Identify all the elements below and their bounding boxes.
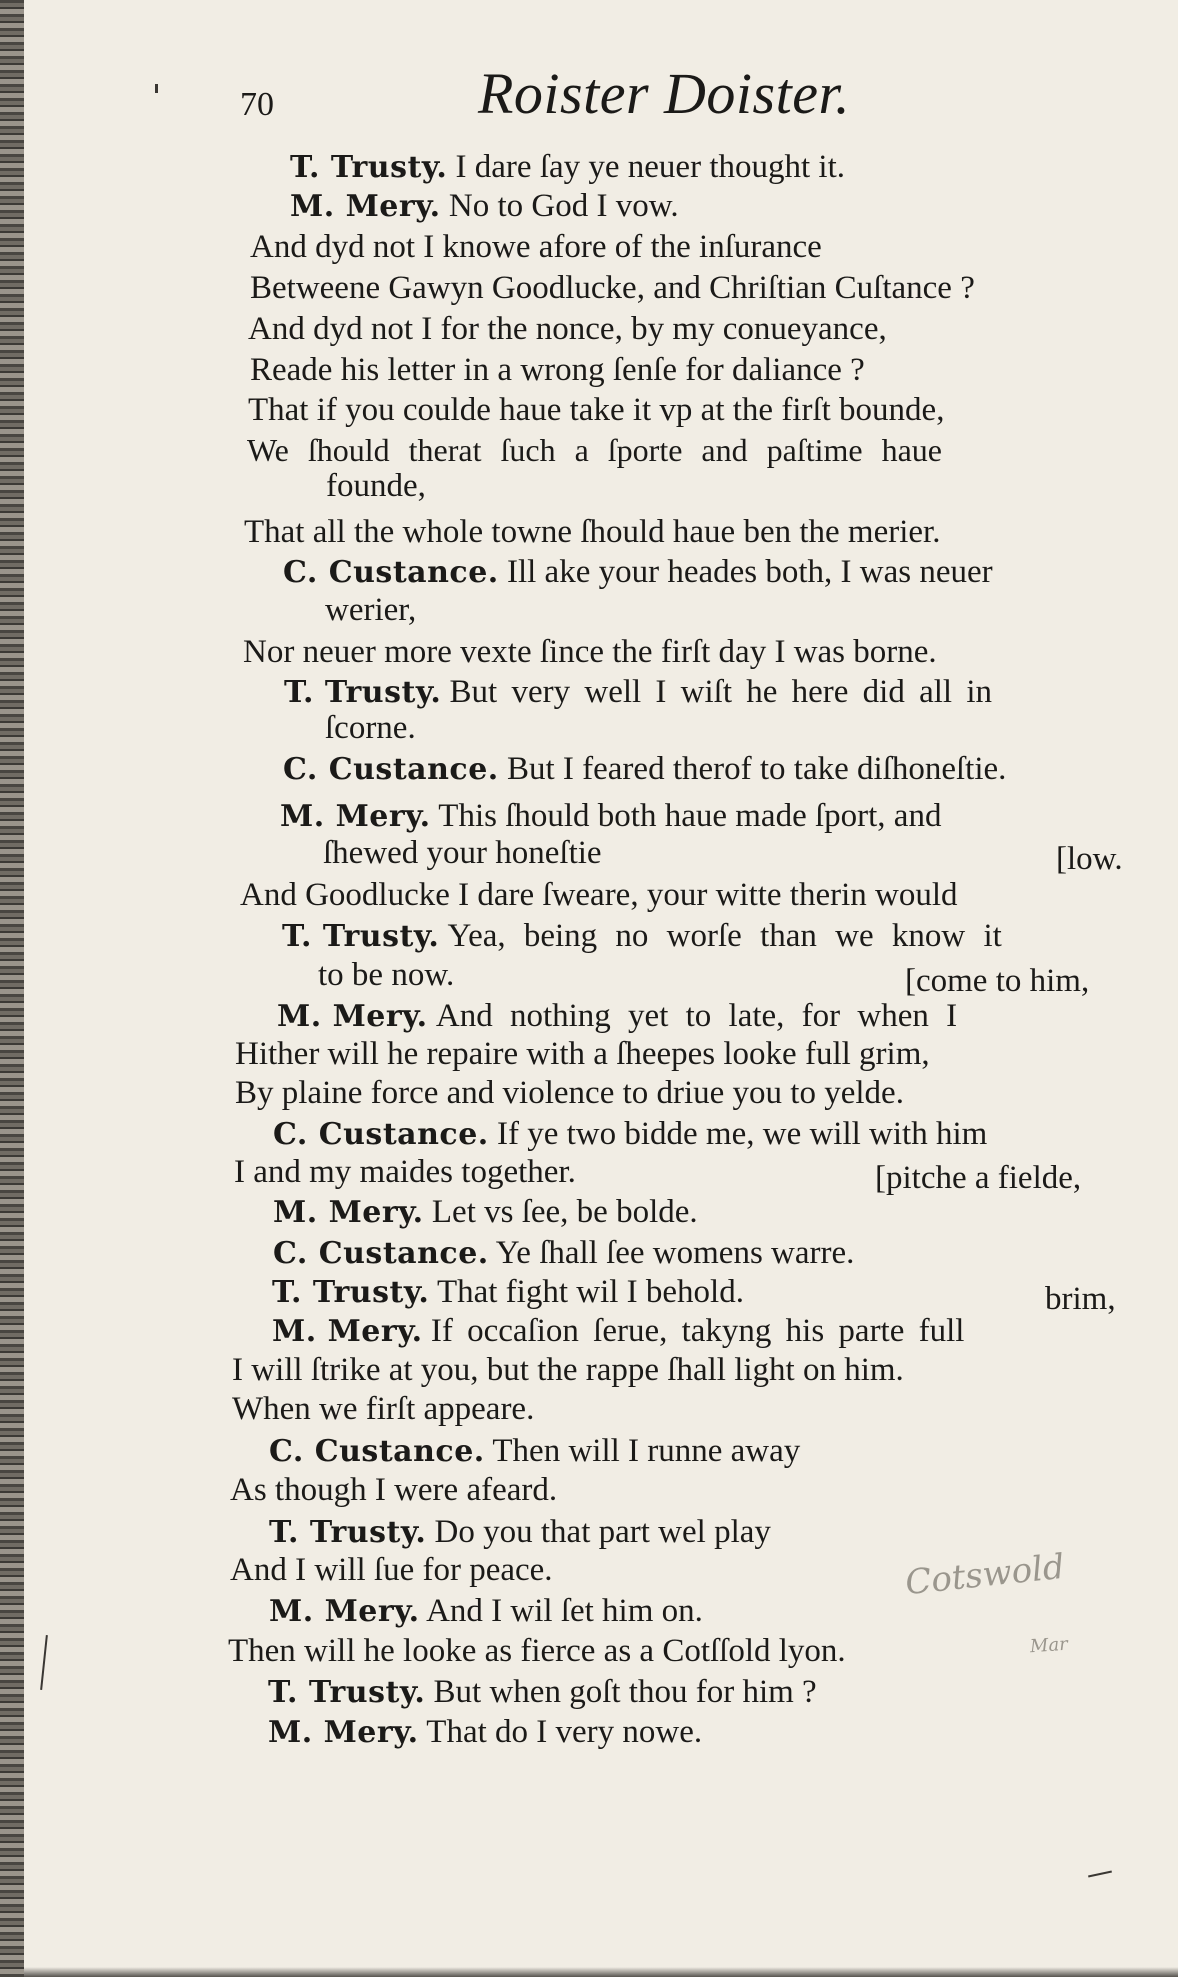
line-text: If occaſion ſerue, takyng his parte full (430, 1313, 965, 1349)
stage-direction (875, 1159, 1081, 1197)
line-text: That do I very nowe. (426, 1714, 703, 1750)
text-line (283, 750, 1006, 789)
speaker-name: T. Trusty. (269, 1515, 427, 1550)
speaker-name: M. Mery. (277, 999, 428, 1034)
text-line (325, 709, 416, 747)
handwritten-margin-note: Cotswold (903, 1546, 1067, 1604)
line-text: Betweene Gawyn Goodlucke, and Chriſtian Cuſtance ? (250, 270, 975, 306)
text-line (232, 1390, 534, 1428)
text-line (230, 1471, 557, 1509)
speaker-name: M. Mery. (268, 1715, 419, 1750)
line-text: I and my maides together. (234, 1154, 576, 1190)
line-text: And nothing yet to late, for when I (435, 998, 958, 1034)
text-line (272, 1312, 964, 1351)
line-text: I will ſtrike at you, but the rappe ſhall light on him. (232, 1352, 904, 1388)
text-line (318, 956, 454, 994)
speaker-name: M. Mery. (273, 1195, 424, 1230)
speaker-name: C. Custance. (273, 1236, 489, 1271)
line-text: Let vs ſee, be bolde. (431, 1194, 698, 1230)
line-text: Ill ake your heades both, I was neuer (506, 554, 993, 590)
line-text: No to God I vow. (448, 188, 679, 224)
text-line (326, 467, 426, 505)
text-line (325, 591, 416, 629)
speaker-name: C. Custance. (283, 555, 499, 590)
text-line (283, 553, 993, 592)
line-text: We ſhould therat ſuch a ſporte and paſtime haue (247, 432, 942, 468)
line-text: And I will ſue for peace. (230, 1552, 553, 1588)
line-text: Do you that part wel play (434, 1514, 771, 1550)
line-text: Nor neuer more vexte ſince the firſt day I was borne. (243, 634, 937, 670)
stray-mark (1088, 1871, 1112, 1878)
line-text: Then will he looke as fierce as a Cotſſold lyon. (228, 1633, 846, 1669)
stage-direction-text: [come to him, (905, 963, 1090, 999)
line-text: If ye two bidde me, we will with him (496, 1116, 988, 1152)
stage-direction (1056, 840, 1123, 878)
stage-direction-text: brim, (1045, 1281, 1116, 1317)
speaker-name: C. Custance. (273, 1117, 489, 1152)
line-text: Hither will he repaire with a ſheepes looke full grim, (235, 1036, 930, 1072)
line-text: ſcorne. (325, 710, 416, 746)
handwritten-margin-note: Mar (1029, 1633, 1069, 1658)
text-line (273, 1193, 698, 1232)
text-line (323, 834, 602, 872)
text-line (230, 1551, 553, 1589)
line-text: Reade his letter in a wrong ſenſe for daliance ? (250, 352, 865, 388)
line-text: That if you coulde haue take it vp at the firſt bounde, (248, 392, 945, 428)
text-line (250, 228, 822, 266)
page-bottom-edge (24, 1967, 1178, 1977)
speaker-name: C. Custance. (283, 752, 499, 787)
text-line (247, 431, 1143, 469)
text-line (244, 513, 940, 551)
text-line (248, 310, 887, 348)
line-text: Ye ſhall ſee womens warre. (495, 1235, 855, 1271)
line-text: werier, (325, 592, 417, 628)
text-line (282, 917, 1002, 956)
text-line (228, 1632, 846, 1670)
text-line (280, 797, 941, 836)
text-line (277, 997, 957, 1036)
line-text: Yea, being no worſe than we know it (447, 918, 1002, 954)
line-text: Then will I runne away (492, 1433, 801, 1469)
line-text: But I feared therof to take diſhoneſtie. (506, 751, 1007, 787)
speaker-name: T. Trusty. (268, 1675, 426, 1710)
speaker-name: T. Trusty. (272, 1275, 430, 1310)
page-number: 70 (240, 86, 274, 123)
text-line (273, 1234, 854, 1273)
speaker-name: M. Mery. (272, 1314, 423, 1349)
text-line (268, 1673, 817, 1712)
stray-mark (40, 1635, 48, 1690)
line-text: And I wil ſet him on. (426, 1593, 703, 1629)
speaker-name: M. Mery. (269, 1594, 420, 1629)
speaker-name: T. Trusty. (290, 150, 448, 185)
text-line (269, 1432, 800, 1471)
line-text: founde, (326, 468, 426, 504)
text-line (234, 1153, 576, 1191)
text-line (290, 148, 845, 187)
speaker-name: M. Mery. (280, 799, 431, 834)
stage-direction (905, 962, 1089, 1000)
line-text: But very well I wiſt he here did all in (449, 674, 993, 710)
text-line (269, 1513, 771, 1552)
line-text: I dare ſay ye neuer thought it. (455, 149, 845, 185)
line-text: to be now. (318, 957, 455, 993)
line-text: When we firſt appeare. (232, 1391, 535, 1427)
line-text: This ſhould both haue made ſport, and (438, 798, 942, 834)
text-line (243, 633, 937, 671)
text-line (250, 269, 975, 307)
stage-direction-text: [low. (1056, 841, 1123, 877)
line-text: As though I were afeard. (230, 1472, 558, 1508)
page-binding-edge (0, 0, 24, 1977)
text-line (290, 187, 679, 226)
stage-direction (1045, 1280, 1116, 1318)
page-header (240, 60, 960, 140)
line-text: And dyd not I knowe afore of the inſurance (250, 229, 822, 265)
line-text: And Goodlucke I dare ſweare, your witte therin would (240, 877, 958, 913)
line-text: But when goſt thou for him ? (433, 1674, 817, 1710)
text-line (235, 1035, 930, 1073)
stage-direction-text: [pitche a fielde, (875, 1160, 1082, 1196)
speaker-name: C. Custance. (269, 1434, 485, 1469)
line-text: ſhewed your honeſtie (323, 835, 602, 871)
text-line (248, 391, 944, 429)
speaker-name: T. Trusty. (282, 919, 440, 954)
speaker-name: M. Mery. (290, 189, 441, 224)
text-line (269, 1592, 703, 1631)
text-line (284, 673, 992, 712)
line-text: And dyd not I for the nonce, by my conueyance, (248, 311, 887, 347)
text-line (232, 1351, 904, 1389)
running-title: Roister Doister. (478, 61, 851, 126)
line-text: That all the whole towne ſhould haue ben the merier. (244, 514, 941, 550)
text-line (235, 1074, 904, 1112)
text-line (250, 351, 865, 389)
text-line (272, 1273, 744, 1312)
speaker-name: T. Trusty. (284, 675, 442, 710)
text-line (240, 876, 958, 914)
text-line (268, 1713, 702, 1752)
line-text: That fight wil I behold. (436, 1274, 744, 1310)
stray-mark (155, 84, 158, 93)
text-line (273, 1115, 987, 1154)
line-text: By plaine force and violence to driue you to yelde. (235, 1075, 904, 1111)
